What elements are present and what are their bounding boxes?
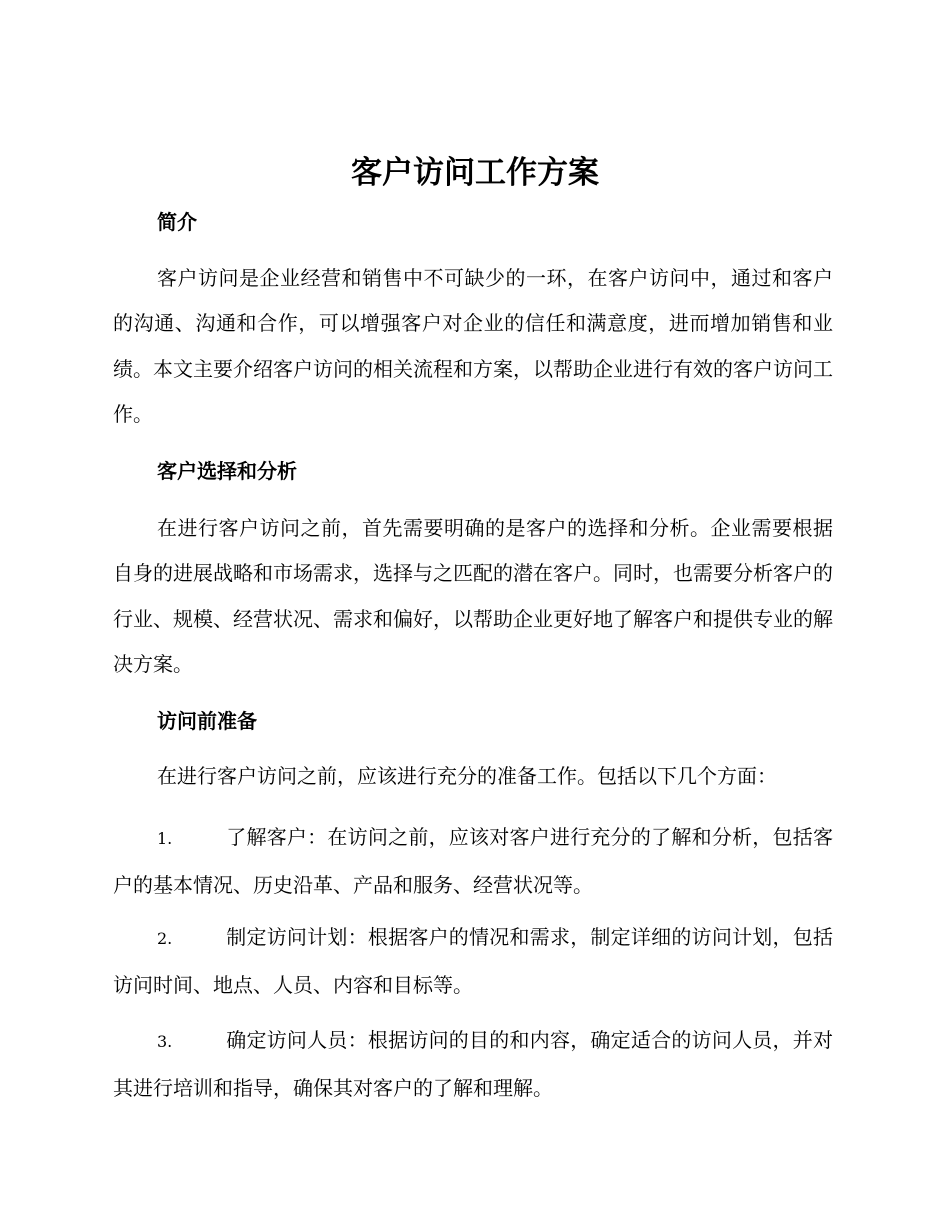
list-number: 2. [157,929,173,948]
section-paragraph-intro: 客户访问是企业经营和销售中不可缺少的一环，在客户访问中，通过和客户的沟通、沟通和合作，可以增强客户对企业的信任和满意度，进而增加销售和业绩。本文主要介绍客户访问的相关流程和方案，以帮助企业进行有效的客户访问工作。 [113,266,833,426]
list-item [113,1017,833,1111]
section-paragraph-preparation: 在进行客户访问之前，应该进行充分的准备工作。包括以下几个方面： [157,764,777,788]
list-number: 3. [157,1032,173,1051]
section-heading-customer-selection: 客户选择和分析 [157,459,297,483]
list-item-text: 了解客户：在访问之前，应该对客户进行充分的了解和分析，包括客户的基本情况、历史沿革、产品和服务、经营状况等。 [113,825,833,897]
section-heading-preparation: 访问前准备 [157,709,257,733]
section-paragraph-customer-selection: 在进行客户访问之前，首先需要明确的是客户的选择和分析。企业需要根据自身的进展战略和市场需求，选择与之匹配的潜在客户。同时，也需要分析客户的行业、规模、经营状况、需求和偏好，以帮助企业更好地了解客户和提供专业的解决方案。 [113,516,833,676]
section-heading-intro: 简介 [157,210,197,234]
list-item-text: 确定访问人员：根据访问的目的和内容，确定适合的访问人员，并对其进行培训和指导，确保其对客户的了解和理解。 [113,1028,833,1100]
list-number: 1. [157,829,173,848]
list-item [113,814,833,908]
list-item-text: 制定访问计划：根据客户的情况和需求，制定详细的访问计划，包括访问时间、地点、人员、内容和目标等。 [113,925,833,997]
document-title: 客户访问工作方案 [351,155,599,191]
list-item [113,914,833,1008]
